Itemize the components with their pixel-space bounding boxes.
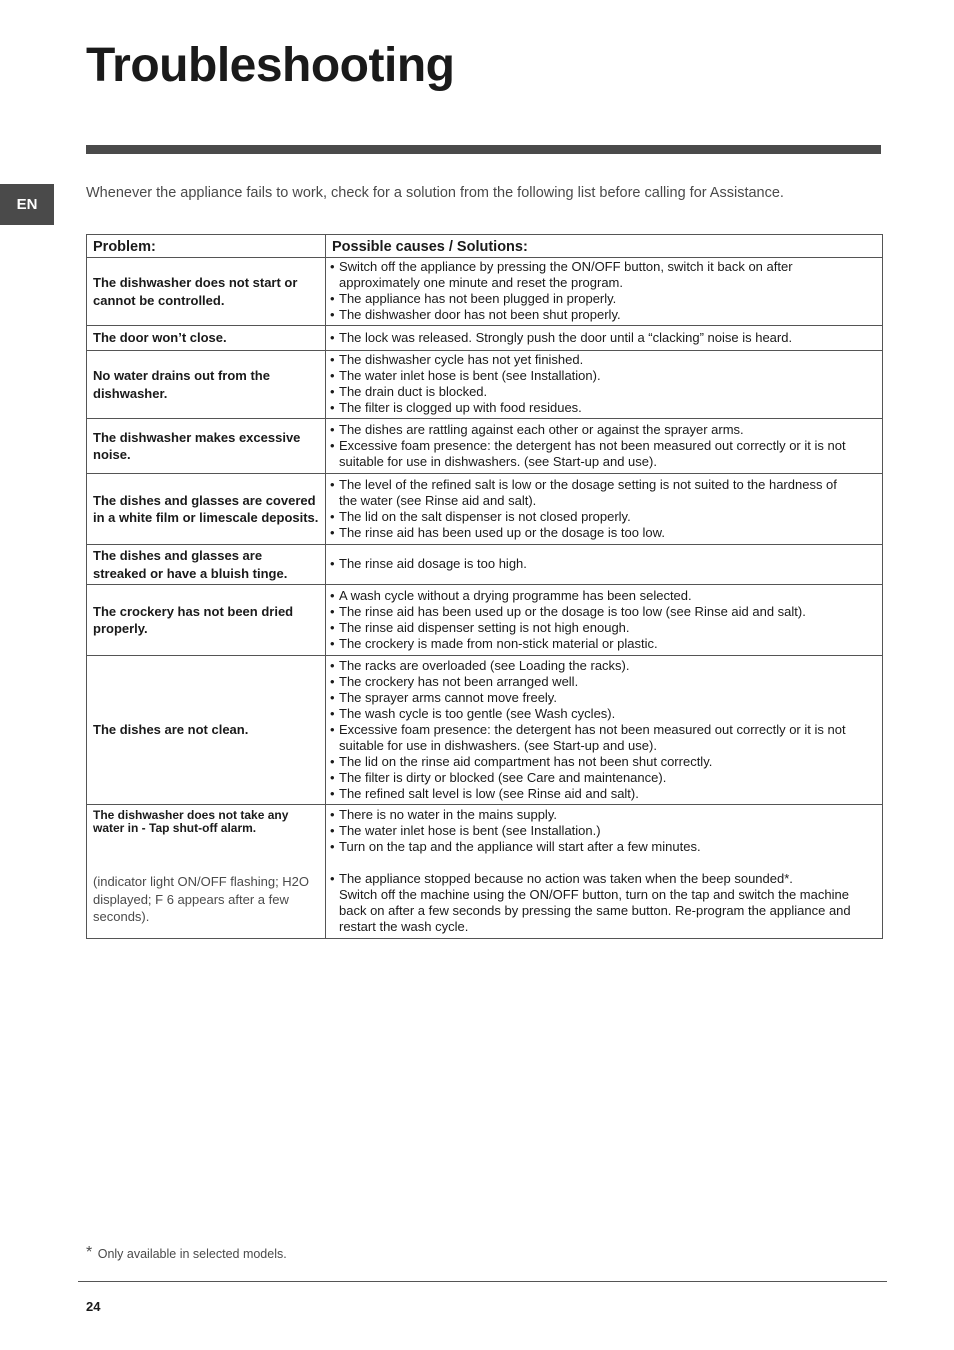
problem-cell: The crockery has not been dried properly. [87,585,326,656]
cause-item: • The lid on the salt dispenser is not closed properly. [330,509,878,525]
table-row [87,585,883,656]
cause-item: • The dishwasher cycle has not yet finished. [330,352,878,368]
cause-item: • Turn on the tap and the appliance will start after a few minutes. [330,839,878,855]
cause-item: • The crockery is made from non-stick material or plastic. [330,636,878,652]
table-row [87,351,883,419]
cause-item-continued: back on after a few seconds by pressing the same button. Re-program the appliance and [339,902,851,918]
causes-cell [326,474,883,545]
cause-item: • The level of the refined salt is low or the dosage setting is not suited to the hardness of [330,477,878,493]
problem-header: Problem: [87,235,326,258]
cause-item: • The rinse aid has been used up or the dosage is too low (see Rinse aid and salt). [330,604,878,620]
causes-cell [326,805,883,939]
spacer [330,855,878,871]
problem-cell: The dishes are not clean. [87,656,326,805]
cause-item: • Switch off the appliance by pressing the ON/OFF button, switch it back on after [330,259,878,275]
footnote [86,1244,287,1262]
table-row [87,419,883,474]
problem-note: (indicator light ON/OFF flashing; H2O displayed; F 6 appears after a few seconds). [93,874,310,924]
causes-cell [326,258,883,326]
problem-title: The dishwasher does not take any water in - Tap shut-off alarm. [93,808,289,835]
problem-cell: The dishes and glasses are streaked or have a bluish tinge. [87,545,326,585]
cause-item: • The filter is clogged up with food residues. [330,400,878,416]
causes-cell [326,419,883,474]
cause-item: • The lid on the rinse aid compartment has not been shut correctly. [330,754,878,770]
cause-item-continued: suitable for use in dishwashers. (see Start-up and use). [339,737,657,753]
footnote-text: Only available in selected models. [97,1247,287,1261]
problem-cell: The door won’t close. [87,326,326,351]
troubleshooting-table [86,234,883,939]
problem-cell [87,805,326,939]
cause-item: • The appliance has not been plugged in properly. [330,291,878,307]
cause-item: • The appliance stopped because no action was taken when the beep sounded*. [330,871,878,887]
causes-cell [326,326,883,351]
cause-item: • The refined salt level is low (see Rinse aid and salt). [330,786,878,802]
cause-item: • Excessive foam presence: the detergent has not been measured out correctly or it is not [330,438,878,454]
cause-item: • The rinse aid dispenser setting is not high enough. [330,620,878,636]
intro-text: Whenever the appliance fails to work, check for a solution from the following list before calling for Assistance. [86,185,784,201]
cause-item-continued: approximately one minute and reset the program. [339,275,623,290]
solutions-header: Possible causes / Solutions: [326,235,883,258]
cause-item: • The lock was released. Strongly push the door until a “clacking” noise is heard. [330,330,878,346]
footnote-marker: * [86,1244,93,1261]
cause-item-continued: suitable for use in dishwashers. (see Start-up and use). [339,453,657,469]
cause-item-continued: the water (see Rinse aid and salt). [339,492,537,508]
cause-item: • The filter is dirty or blocked (see Care and maintenance). [330,770,878,786]
causes-cell [326,545,883,585]
table-header-row [87,235,883,258]
cause-item: • There is no water in the mains supply. [330,807,878,823]
cause-item: • The racks are overloaded (see Loading the racks). [330,658,878,674]
problem-cell: The dishwasher does not start or cannot be controlled. [87,258,326,326]
table-row [87,474,883,545]
cause-item: • The drain duct is blocked. [330,384,878,400]
table-row [87,326,883,351]
causes-cell [326,585,883,656]
cause-item: • A wash cycle without a drying programme has been selected. [330,588,878,604]
table-row [87,805,883,939]
cause-item-continued: Switch off the machine using the ON/OFF button, turn on the tap and switch the machine [339,886,849,902]
table-row [87,545,883,585]
cause-item: • The crockery has not been arranged well. [330,674,878,690]
table-row [87,656,883,805]
cause-item-continued: restart the wash cycle. [339,918,469,934]
causes-cell [326,351,883,419]
problem-cell: No water drains out from the dishwasher. [87,351,326,419]
cause-item: • The rinse aid dosage is too high. [330,556,878,572]
causes-cell [326,656,883,805]
cause-item: • The dishes are rattling against each other or against the sprayer arms. [330,422,878,438]
cause-item: • The wash cycle is too gentle (see Wash cycles). [330,706,878,722]
problem-cell: The dishwasher makes excessive noise. [87,419,326,474]
footer-divider [78,1281,887,1282]
title-divider [86,145,881,154]
cause-item: • The sprayer arms cannot move freely. [330,690,878,706]
cause-item: • The water inlet hose is bent (see Installation.) [330,823,878,839]
cause-item: • The rinse aid has been used up or the dosage is too low. [330,525,878,541]
cause-item: • Excessive foam presence: the detergent has not been measured out correctly or it is not [330,722,878,738]
cause-item: • The water inlet hose is bent (see Installation). [330,368,878,384]
language-tab: EN [0,184,54,225]
page-number: 24 [86,1299,101,1314]
table-row [87,258,883,326]
cause-item: • The dishwasher door has not been shut properly. [330,307,878,323]
page-title: Troubleshooting [86,39,455,92]
problem-cell: The dishes and glasses are covered in a white film or limescale deposits. [87,474,326,545]
